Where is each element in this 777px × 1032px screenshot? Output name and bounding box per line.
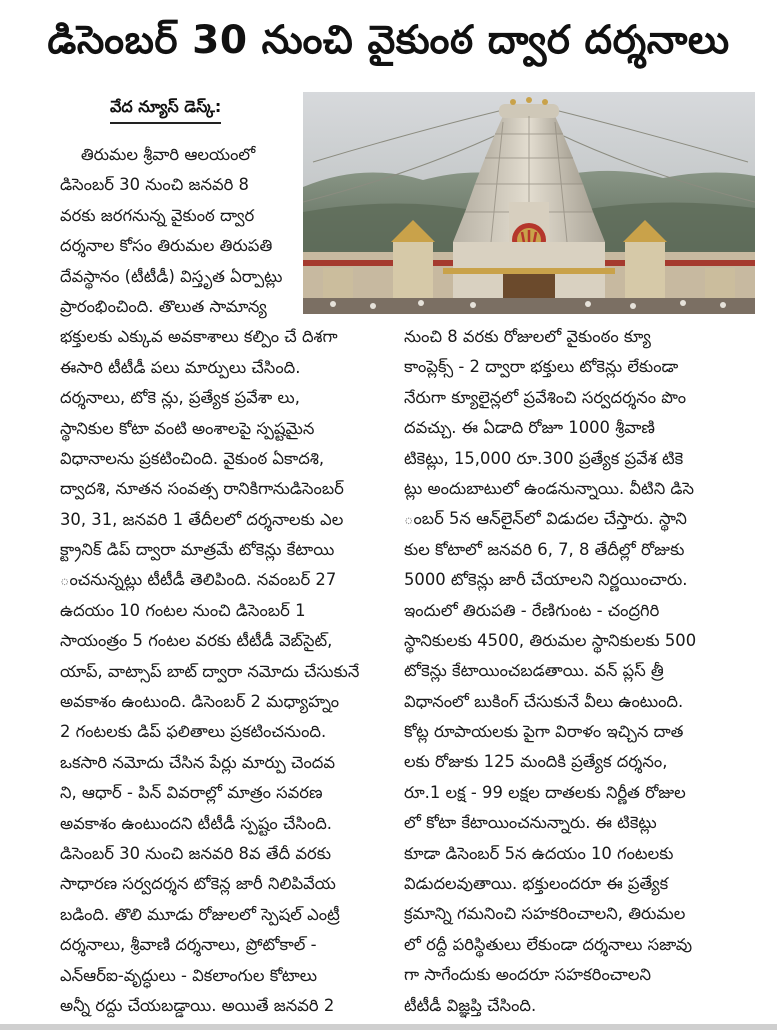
article-line: 30, 31, జనవరి 1 తేదీలలో దర్శనాలకు ఎల (60, 509, 344, 529)
article-line: టీటీడీ విజ్ఞప్తి చేసింది. (404, 995, 537, 1015)
temple-photo (303, 92, 755, 314)
article-line: విడుదలవుతాయి. భక్తులందరూ ఈ ప్రత్యేక (404, 874, 669, 894)
article-line: విధానంలో బుకింగ్ చేసుకునే వీలు ఉంటుంది. (404, 691, 684, 711)
article-line: గా సాగేందుకు అందరూ సహకరించాలని (404, 965, 651, 985)
article-line: టికెట్లు, 15,000 రూ.300 ప్రత్యేక ప్రవేశ టికె (404, 448, 684, 468)
article-line: డిసెంబర్ 30 నుంచి జనవరి 8వ తేదీ వరకు (60, 843, 331, 863)
article-line: 2 గంటలకు డిప్ ఫలితాలు ప్రకటించనుంది. (60, 722, 327, 742)
article-line: బడింది. తొలి మూడు రోజులలో స్పెషల్ ఎంట్రీ (60, 904, 340, 924)
article-line: ని, ఆధార్ - పిన్ వివరాల్లో మాత్రం సవరణ (60, 783, 323, 803)
article-line: అన్నీ రద్దు చేయబడ్డాయి. అయితే జనవరి 2 (60, 995, 335, 1015)
headline: డిసెంబర్ 30 నుంచి వైకుంఠ ద్వార దర్శనాలు (47, 18, 730, 63)
article-line: యాప్, వాట్సాప్ బాట్ ద్వారా నమోదు చేసుకునే (60, 661, 360, 681)
article-line: ప్రారంభించింది. తొలుత సామాన్య (60, 296, 267, 316)
article-line: విధానాలను ప్రకటించింది. వైకుంఠ ఏకాదశి, (60, 448, 325, 468)
article-line: డిసెంబర్ 30 నుంచి జనవరి 8 (60, 175, 249, 195)
article-line: కాంప్లెక్స్ - 2 ద్వారా భక్తులు టోకెన్లు లేకుండా (404, 357, 679, 377)
article-line: వరకు జరగనున్న వైకుంఠ ద్వార (60, 205, 255, 225)
article-line: ఒకసారి నమోదు చేసిన పేర్లు మార్పు చెందవ (60, 752, 335, 772)
byline: వేద న్యూస్ డెస్క్: (110, 92, 221, 124)
article-right-column (404, 322, 696, 1021)
article-line: దర్శనాలు, టోకె న్లు, ప్రత్యేక ప్రవేశా లు, (60, 388, 300, 408)
article-line: స్థానికులకు 4500, తిరుమల స్థానికులకు 500 (404, 630, 697, 650)
article-line: భక్తులకు ఎక్కువ అవకాశాలు కల్పిం చే దిశగా (60, 327, 338, 347)
article-line: ంబర్ 5న ఆన్‌లైన్‌లో విడుదల చేస్తారు. స్థాని (404, 509, 687, 529)
article-line: క్రమాన్ని గమనించి సహకరించాలని, తిరుమల (404, 904, 686, 924)
article-line: ఉదయం 10 గంటల నుంచి డిసెంబర్ 1 (60, 600, 306, 620)
article-line: ద్వాదశి, నూతన సంవత్స రానికిగానుడిసెంబర్ (60, 479, 344, 499)
article-line: రూ.1 లక్ష - 99 లక్షల దాతలకు నిర్ణీత రోజుల (404, 782, 686, 802)
article-line: టోకెన్లు కేటాయించబడతాయి. వన్ ప్లస్ త్రీ (404, 661, 664, 681)
article-line: నుంచి 8 వరకు రోజులలో వైకుంఠం క్యూ (404, 327, 651, 346)
article-line: ట్లు అందుబాటులో ఉండనున్నాయి. వీటిని డిసె (404, 478, 695, 498)
article-left-column (60, 140, 359, 1021)
article-line: ఎన్ఆర్ఐ-వృద్ధులు - వికలాంగుల కోటాలు (60, 965, 318, 985)
article-line: 5000 టోకెన్లు జారీ చేయాలని నిర్ణయించారు. (404, 570, 688, 590)
article-line: దేవస్థానం (టీటీడీ) విస్తృత ఏర్పాట్లు (60, 266, 283, 286)
article-line: కుల కోటాలో జనవరి 6, 7, 8 తేదీల్లో రోజుకు (404, 539, 685, 559)
article-line: దవచ్చు. ఈ ఏడాది రోజూ 1000 శ్రీవాణి (404, 418, 655, 438)
article-line: ఈసారి టీటీడీ పలు మార్పులు చేసింది. (60, 357, 301, 377)
article-line: స్థానికుల కోటా వంటి అంశాలపై స్పష్టమైన (60, 418, 315, 438)
article-line: అవకాశం ఉంటుంది. డిసెంబర్ 2 మధ్యాహ్నం (60, 692, 340, 712)
temple-gopuram-icon (303, 92, 755, 314)
bottom-rule (0, 1024, 777, 1030)
article-line: సాయంత్రం 5 గంటల వరకు టీటీడీ వెబ్‌సైట్, (60, 631, 333, 651)
article-line: దర్శనాల కోసం తిరుమల తిరుపతి (60, 236, 273, 256)
article-line: లో రద్దీ పరిస్థితులు లేకుండా దర్శనాలు సజావు (404, 934, 693, 954)
article-line: కూడా డిసెంబర్ 5న ఉదయం 10 గంటలకు (404, 843, 674, 863)
article-line: నేరుగా క్యూలైన్లలో ప్రవేశించి సర్వదర్శనం పొం (404, 387, 687, 407)
article-line: ఇందులో తిరుపతి - రేణిగుంట - చంద్రగిరి (404, 600, 660, 620)
article-line: సాధారణ సర్వదర్శన టోకెన్ల జారీ నిలిపివేయ (60, 874, 336, 894)
article-line: అవకాశం ఉంటుందని టీటీడీ స్పష్టం చేసింది. (60, 813, 333, 833)
article-line: కోట్ల రూపాయలకు పైగా విరాళం ఇచ్చిన దాత (404, 722, 684, 742)
article-line: క్ట్రానిక్ డిప్ ద్వారా మాత్రమే టోకెన్లు కేటాయి (60, 540, 335, 560)
article-line: లకు రోజుకు 125 మందికి ప్రత్యేక దర్శనం, (404, 752, 668, 772)
article-line: లో కోటా కేటాయించనున్నారు. ఈ టికెట్లు (404, 813, 657, 833)
article-line: దర్శనాలు, శ్రీవాణి దర్శనాలు, ప్రోటోకాల్ - (60, 935, 317, 955)
article-line: ంచనున్నట్లు టీటీడీ తెలిపింది. నవంబర్ 27 (60, 570, 337, 590)
article-line: తిరుమల శ్రీవారి ఆలయంలో (60, 145, 256, 164)
